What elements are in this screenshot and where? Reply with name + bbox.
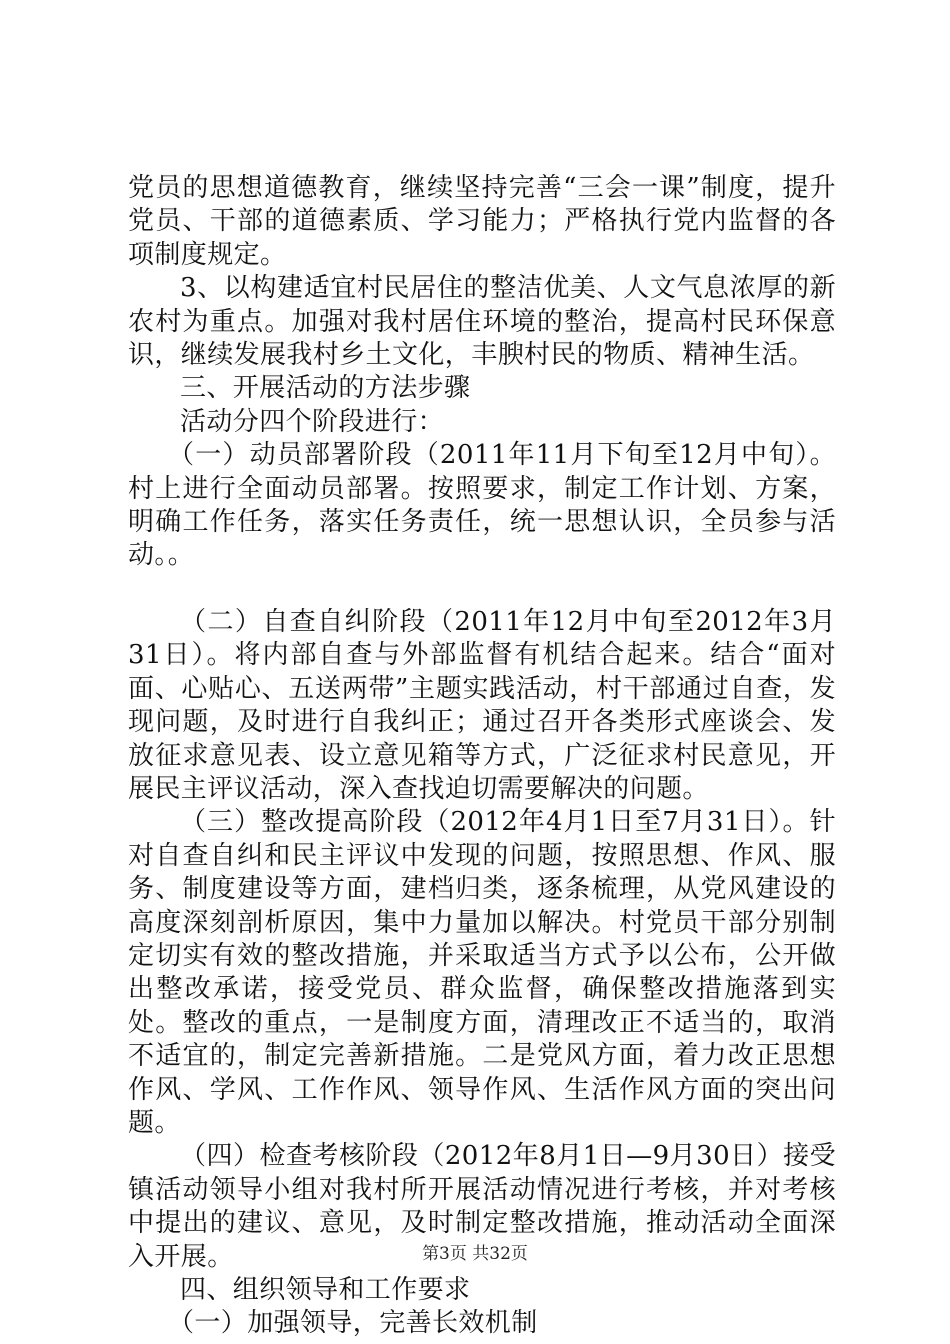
paragraph-6: （二）自查自纠阶段（2011年12月中旬至2012年3月31日）。将内部自查与外部监督有机结合起来。结合“面对面、心贴心、五送两带”主题实践活动，村干部通过自查，发现问题，及时进行自我纠正；通过召开各类形式座谈会、发放征求意见表、设立意见箱等方式，广泛征求村民意见，开展民主评议活动，深入查找迫切需要解决的问题。 — [128, 606, 836, 804]
page-footer: 第3页 共32页 — [422, 1244, 528, 1264]
section-heading-3: 三、开展活动的方法步骤 — [180, 373, 471, 404]
paragraph-5: （一）动员部署阶段（2011年11月下旬至12月中旬）。村上进行全面动员部署。按照要求，制定工作计划、方案，明确工作任务，落实任务责任，统一思想认识，全员参与活动。。 — [128, 440, 836, 571]
paragraph-gap — [128, 573, 836, 606]
section-heading-4: 四、组织领导和工作要求 — [180, 1275, 471, 1305]
paragraph-8: （四）检查考核阶段（2012年8月1日—9月30日）接受镇活动领导小组对我村所开展活动情况进行考核，并对考核中提出的建议、意见，及时制定整改措施，推动活动全面深入开展。 — [128, 1141, 836, 1272]
paragraph-1: 党员的思想道德教育，继续坚持完善“三会一课”制度，提升党员、干部的道德素质、学习能力；严格执行党内监督的各项制度规定。 — [128, 173, 836, 270]
paragraph-7: （三）整改提高阶段（2012年4月1日至7月31日）。针对自查自纠和民主评议中发现的问题，按照思想、作风、服务、制度建设等方面，建档归类，逐条梳理，从党风建设的高度深刻剖析原因，集中力量加以解决。村党员干部分别制定切实有效的整改措施，并采取适当方式予以公布，公开做出整改承诺，接受党员、群众监督，确保整改措施落到实处。整改的重点，一是制度方面，清理改正不适当的，取消不适宜的，制定完善新措施。二是党风方面，着力改正思想作风、学风、工作作风、领导作风、生活作风方面的突出问题。 — [128, 807, 836, 1138]
paragraph-4: 活动分四个阶段进行： — [180, 406, 445, 437]
document-body — [128, 172, 836, 1341]
paragraph-2: 3、以构建适宜村民居住的整洁优美、人文气息浓厚的新农村为重点。加强对我村居住环境的整治，提高村民环保意识，继续发展我村乡土文化，丰腴村民的物质、精神生活。 — [128, 273, 836, 371]
subsection-heading-1: （一）加强领导，完善长效机制 — [168, 1308, 538, 1339]
